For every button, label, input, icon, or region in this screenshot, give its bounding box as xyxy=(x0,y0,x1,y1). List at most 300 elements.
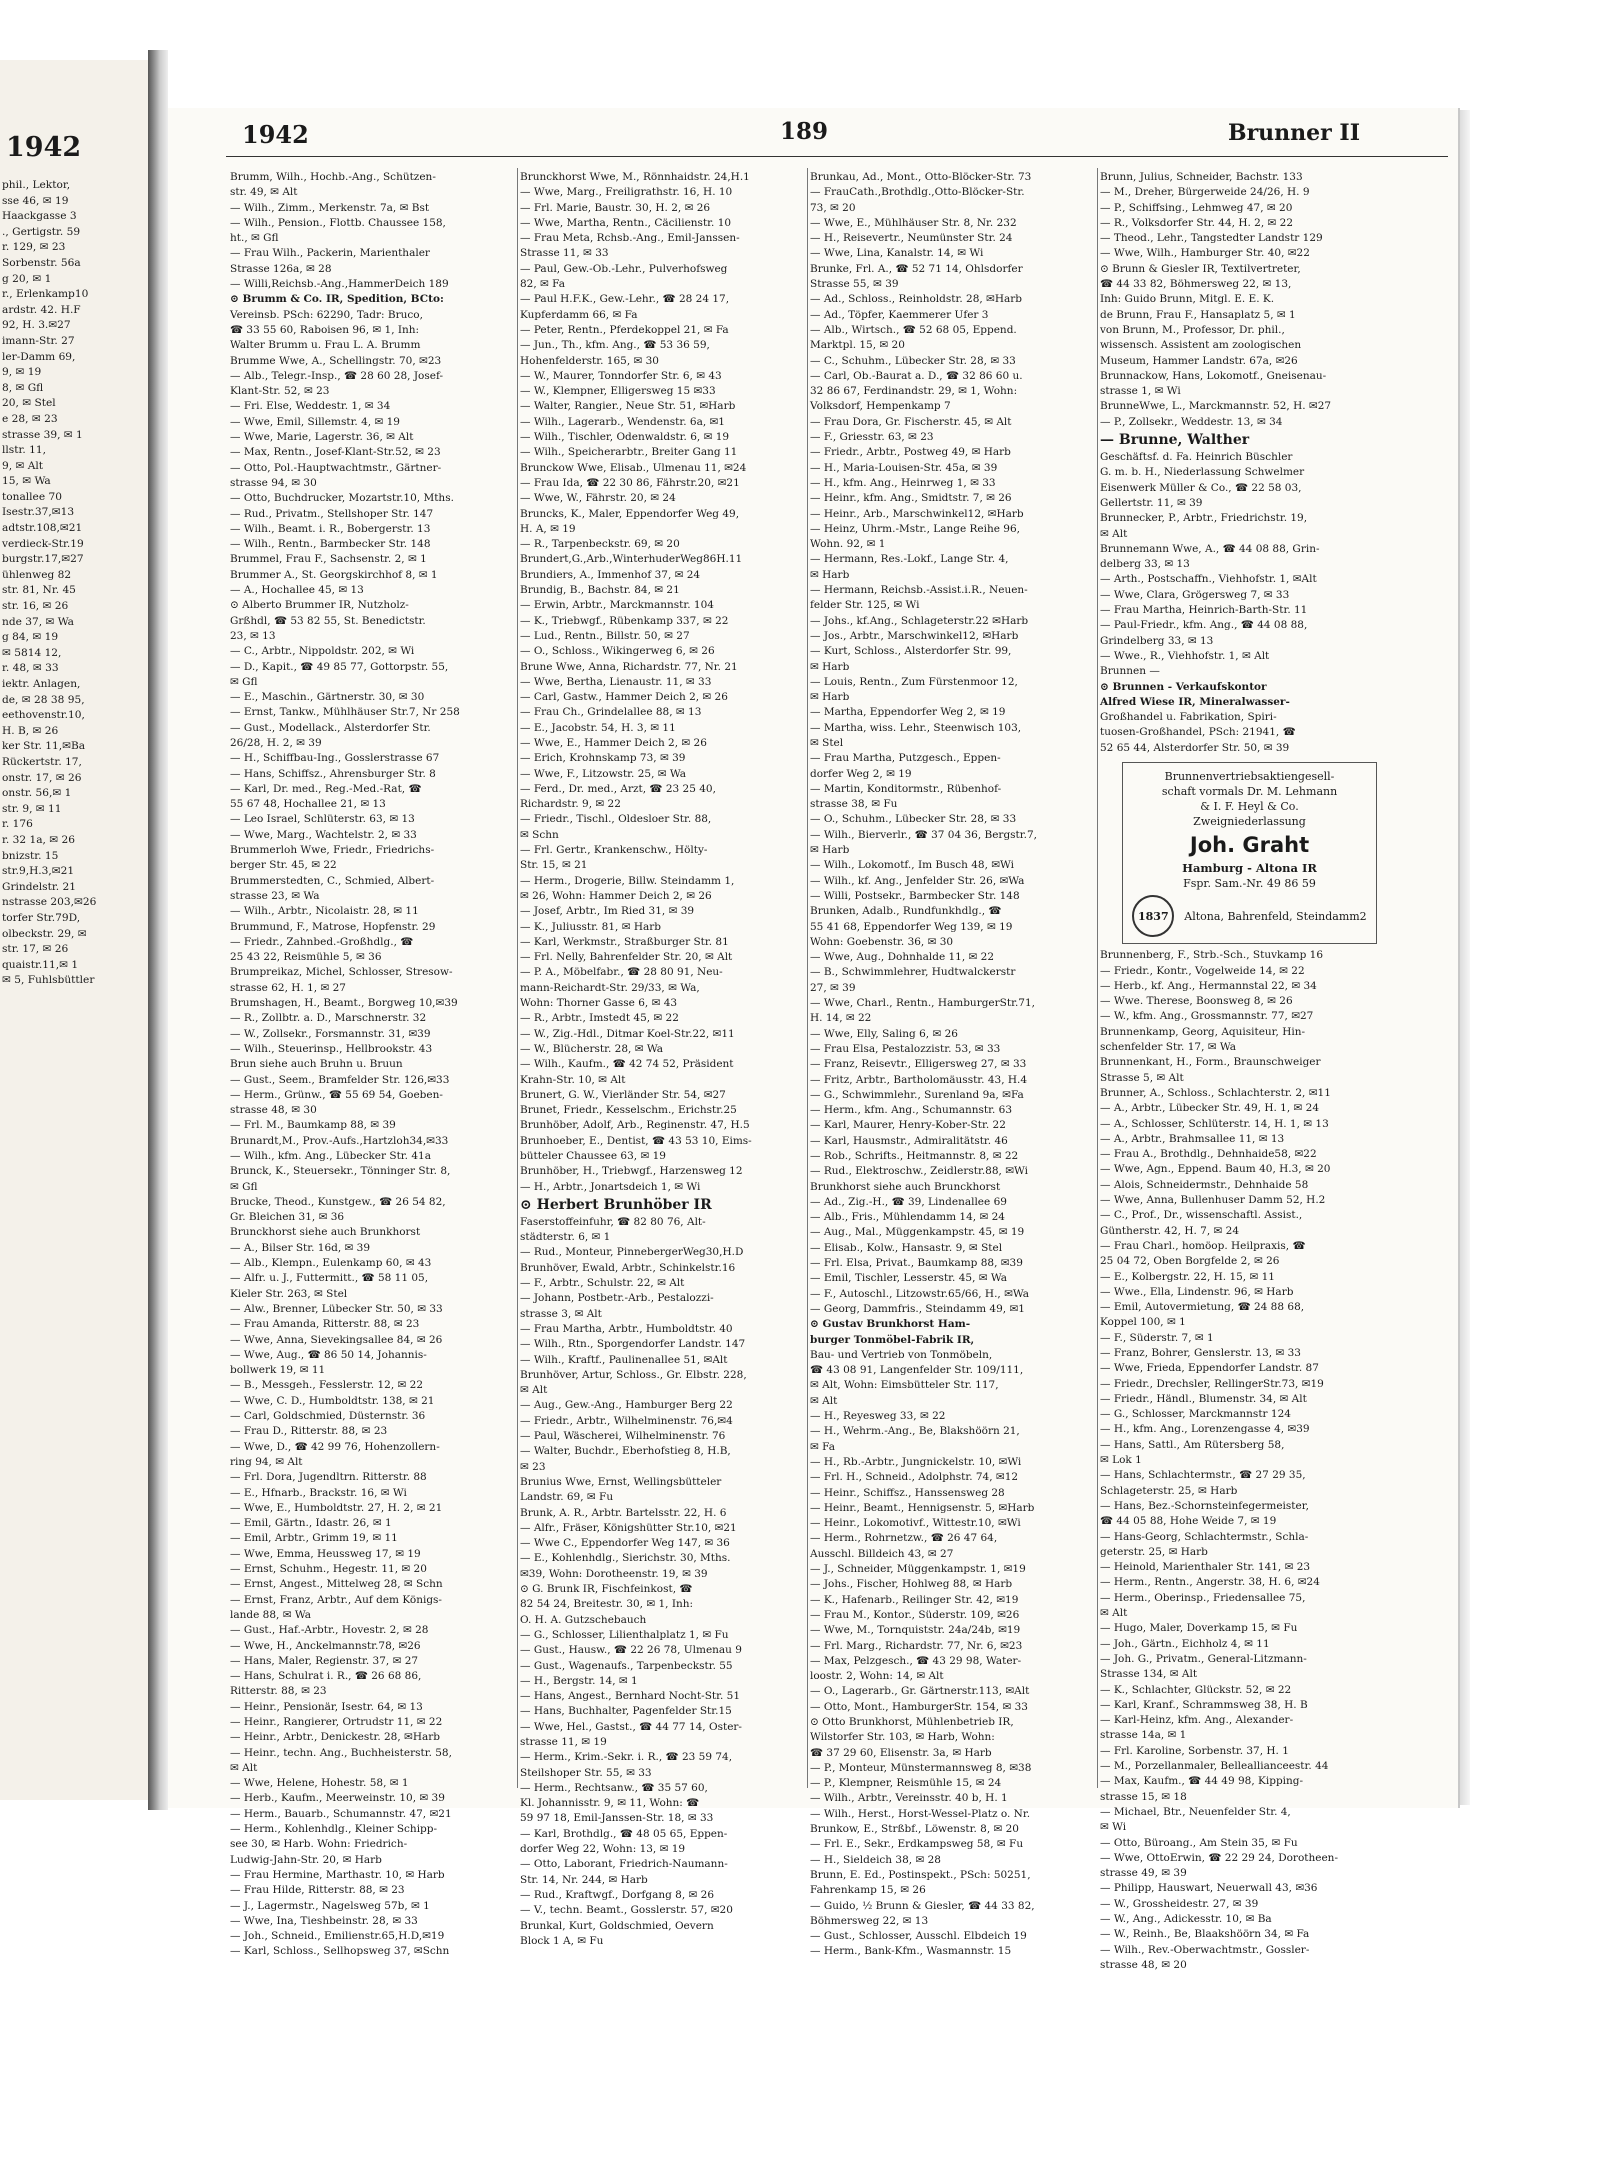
directory-entry: — Herm., Bank-Kfm., Wasmannstr. 15 xyxy=(810,1945,1012,1958)
directory-entry: str. 49, ✉ Alt xyxy=(230,186,298,199)
directory-entry: — Wilh., Lokomotf., Im Busch 48, ✉Wi xyxy=(810,859,1015,872)
directory-entry: — Emil, Autovermietung, ☎ 24 88 68, xyxy=(1100,1301,1305,1314)
directory-entry: — Frau D., Ritterstr. 88, ✉ 23 xyxy=(230,1425,388,1438)
left-page-fragment xyxy=(0,60,148,1800)
directory-entry: — Wwe, Elly, Saling 6, ✉ 26 xyxy=(810,1027,958,1040)
fragment-line: 9, ✉ Alt xyxy=(2,459,44,472)
fragment-line: str.9,H.3,✉21 xyxy=(2,865,75,878)
directory-entry: — Wwe, Aug., Dohnhalde 11, ✉ 22 xyxy=(810,951,995,964)
directory-entry: — R., Arbtr., Imstedt 45, ✉ 22 xyxy=(520,1012,679,1025)
directory-entry: — P., Klempner, Reismühle 15, ✉ 24 xyxy=(810,1777,1002,1790)
directory-entry: — Wilh., kf. Ang., Jenfelder Str. 26, ✉Wa xyxy=(810,874,1025,887)
directory-entry: — Otto, Buchdrucker, Mozartstr.10, Mths. xyxy=(230,492,454,505)
ad-line: Brunnenvertriebsaktiengesell- xyxy=(1164,769,1335,783)
directory-entry: BrunneWwe, L., Marckmannstr. 52, H. ✉27 xyxy=(1100,400,1332,413)
directory-entry: Strasse 126a, ✉ 28 xyxy=(230,262,332,275)
directory-entry: — J., Schneider, Müggenkampstr. 1, ✉19 xyxy=(810,1563,1026,1576)
directory-entry: — Jos., Arbtr., Marschwinkel12, ✉Harb xyxy=(810,629,1019,642)
directory-entry: geterstr. 25, ✉ Harb xyxy=(1100,1545,1208,1558)
directory-entry: — W., kfm. Ang., Grossmannstr. 77, ✉27 xyxy=(1100,1010,1314,1023)
directory-entry: — Friedr., Tischl., Oldesloer Str. 88, xyxy=(520,813,712,826)
directory-entry: H. 14, ✉ 22 xyxy=(810,1012,872,1025)
directory-entry: mann-Reichardt-Str. 29/33, ✉ Wa, xyxy=(520,981,700,994)
directory-entry: — Wwe, Marg., Wachtelstr. 2, ✉ 33 xyxy=(230,828,417,841)
directory-entry: Brunn, Julius, Schneider, Bachstr. 133 xyxy=(1100,171,1303,183)
directory-entry: — Ad., Zig.-H., ☎ 39, Lindenallee 69 xyxy=(810,1195,1007,1208)
fragment-line: Isestr.37,✉13 xyxy=(2,506,75,519)
directory-entry: — Wwe, OttoErwin, ☎ 22 29 24, Dorotheen- xyxy=(1100,1851,1338,1864)
directory-entry: — Friedr., Zahnbed.-Großhdlg., ☎ xyxy=(230,935,414,948)
directory-entry: 52 65 44, Alsterdorfer Str. 50, ✉ 39 xyxy=(1100,741,1290,754)
directory-entry: — P. A., Möbelfabr., ☎ 28 80 91, Neu- xyxy=(520,966,723,979)
advertisement-box xyxy=(1122,762,1377,944)
directory-entry: — E., Hfnarb., Brackstr. 16, ✉ Wi xyxy=(230,1486,407,1499)
directory-entry: — Peter, Rentn., Pferdekoppel 21, ✉ Fa xyxy=(520,323,729,336)
directory-entry: — Herb., Kaufm., Meerweinstr. 10, ✉ 39 xyxy=(230,1792,445,1805)
directory-entry: — B., Messgeh., Fesslerstr. 12, ✉ 22 xyxy=(230,1379,423,1392)
directory-entry: Fahrenkamp 15, ✉ 26 xyxy=(810,1884,926,1897)
directory-entry: — Frl. H., Schneid., Adolphstr. 74, ✉12 xyxy=(810,1471,1019,1484)
directory-entry: 82 54 24, Breitestr. 30, ✉ 1, Inh: xyxy=(520,1598,694,1611)
directory-entry: Ludwig-Jahn-Str. 20, ✉ Harb xyxy=(230,1853,382,1866)
directory-entry: Brucke, Theod., Kunstgew., ☎ 26 54 82, xyxy=(230,1195,446,1208)
fragment-line: Sorbenstr. 56a xyxy=(2,256,81,269)
directory-entry: — Wwe, D., ☎ 42 99 76, Hohenzollern- xyxy=(230,1440,440,1453)
directory-entry: Böhmersweg 22, ✉ 13 xyxy=(810,1914,929,1927)
directory-entry: — Josef, Arbtr., Im Ried 31, ✉ 39 xyxy=(520,905,695,918)
directory-entry: ht., ✉ Gfl xyxy=(230,232,279,245)
fragment-line: verdieck-Str.19 xyxy=(2,537,84,550)
directory-entry: — Wilh., Zimm., Merkenstr. 7a, ✉ Bst xyxy=(230,201,430,214)
fragment-line: de, ✉ 28 38 95, xyxy=(2,693,85,706)
directory-entry: — Johs., kf.Ang., Schlageterstr.22 ✉Harb xyxy=(810,614,1029,627)
directory-entry: Brunet, Friedr., Kesselschm., Erichstr.25 xyxy=(520,1104,737,1117)
directory-entry: Brunckhorst Wwe, M., Rönnhaidstr. 24,H.1 xyxy=(520,171,750,183)
directory-entry: de Brunn, Frau F., Hansaplatz 5, ✉ 1 xyxy=(1100,308,1296,321)
directory-entry: — Georg, Dammfris., Steindamm 49, ✉1 xyxy=(810,1302,1025,1315)
directory-entry: — Frau Martha, Heinrich-Barth-Str. 11 xyxy=(1100,604,1308,617)
fragment-line: r. 32 1a, ✉ 26 xyxy=(2,833,75,846)
directory-entry: — Rud., Monteur, PinnebergerWeg30,H.D xyxy=(520,1246,744,1259)
directory-entry: — Otto, Mont., HamburgerStr. 154, ✉ 33 xyxy=(810,1700,1028,1713)
directory-entry: — Herm., Rentn., Angerstr. 38, H. 6, ✉24 xyxy=(1100,1576,1320,1589)
directory-entry: — Wilh., Kraftf., Paulinenallee 51, ✉Alt xyxy=(520,1353,728,1366)
directory-entry: — R., Volksdorfer Str. 44, H. 2, ✉ 22 xyxy=(1100,216,1293,229)
directory-entry: Brunkal, Kurt, Goldschmied, Oevern xyxy=(520,1919,714,1932)
directory-entry: — Wwe, Ina, Tieshbeinstr. 28, ✉ 33 xyxy=(230,1914,418,1927)
directory-entry: — A., Schlosser, Schlüterstr. 14, H. 1, ✉ 13 xyxy=(1100,1117,1329,1130)
directory-entry: — Karl, Maurer, Henry-Kober-Str. 22 xyxy=(810,1119,1006,1132)
directory-entry: — Wwe, Anna, Sievekingsallee 84, ✉ 26 xyxy=(230,1333,443,1346)
directory-entry: — Martha, Eppendorfer Weg 2, ✉ 19 xyxy=(810,706,1006,719)
directory-entry: — M., Dreher, Bürgerweide 24/26, H. 9 xyxy=(1100,186,1310,199)
directory-entry: Brunius Wwe, Ernst, Wellingsbütteler xyxy=(520,1475,722,1488)
directory-entry: ☎ 37 29 60, Elisenstr. 3a, ✉ Harb xyxy=(810,1746,992,1759)
directory-entry: — Wwe, Marie, Lagerstr. 36, ✉ Alt xyxy=(230,431,414,444)
directory-entry: — Paul, Wäscherei, Wilhelminenstr. 76 xyxy=(520,1430,726,1443)
directory-entry: lande 88, ✉ Wa xyxy=(230,1608,311,1621)
directory-entry: — Wilh., Kaufm., ☎ 42 74 52, Präsident xyxy=(520,1058,734,1071)
ad-line: Zweigniederlassung xyxy=(1193,814,1306,828)
directory-entry: Strasse 11, ✉ 33 xyxy=(520,247,609,260)
directory-entry: Brumpreikaz, Michel, Schlosser, Stresow- xyxy=(230,966,453,979)
directory-entry: 23, ✉ 13 xyxy=(230,629,276,642)
directory-entry: — Frau Martha, Putzgesch., Eppen- xyxy=(810,752,1001,765)
directory-entry: — Emil, Arbtr., Grimm 19, ✉ 11 xyxy=(230,1532,398,1545)
directory-entry: Wohn: Thorner Gasse 6, ✉ 43 xyxy=(520,997,678,1010)
directory-entry: ☎ 43 08 91, Langenfelder Str. 109/111, xyxy=(810,1364,1024,1377)
fragment-line: Grindelstr. 21 xyxy=(2,880,76,893)
directory-entry: Faserstoffeinfuhr, ☎ 82 80 76, Alt- xyxy=(520,1215,706,1228)
directory-entry: — Frl. Nelly, Bahrenfelder Str. 20, ✉ Alt xyxy=(520,951,733,964)
directory-entry: bollwerk 19, ✉ 11 xyxy=(230,1364,326,1377)
directory-entry: — Otto, Pol.-Hauptwachtmstr., Gärtner- xyxy=(230,461,442,474)
directory-entry: — Gust., Schlosser, Ausschl. Elbdeich 19 xyxy=(810,1930,1027,1943)
directory-entry: ✉ Alt xyxy=(520,1384,548,1397)
fragment-line: ., Gertigstr. 59 xyxy=(2,225,81,238)
directory-entry: — Wwe C., Eppendorfer Weg 147, ✉ 36 xyxy=(520,1537,730,1550)
directory-entry: — Otto, Büroang., Am Stein 35, ✉ Fu xyxy=(1100,1836,1298,1849)
directory-entry: — Wwe, Bertha, Lienaustr. 11, ✉ 33 xyxy=(520,675,712,688)
directory-entry: Brunnemann Wwe, A., ☎ 44 08 88, Grin- xyxy=(1100,542,1320,555)
directory-entry: — Lud., Rentn., Billstr. 50, ✉ 27 xyxy=(520,629,690,642)
directory-entry: dorfer Weg 22, Wohn: 13, ✉ 19 xyxy=(520,1843,686,1856)
directory-entry: — Max, Kaufm., ☎ 44 49 98, Kipping- xyxy=(1100,1775,1304,1788)
directory-entry: Brunckhorst siehe auch Brunkhorst xyxy=(230,1226,421,1239)
fragment-line: olbeckstr. 29, ✉ xyxy=(2,927,87,940)
directory-entry: — Frau Wilh., Packerin, Marienthaler xyxy=(230,247,430,260)
fragment-line: r. 176 xyxy=(2,818,33,831)
directory-entry: — Frl. M., Baumkamp 88, ✉ 39 xyxy=(230,1119,396,1132)
fragment-line: Rückertstr. 17, xyxy=(2,755,82,768)
directory-entry: see 30, ✉ Harb. Wohn: Friedrich- xyxy=(230,1838,408,1851)
directory-entry: Brummerstedten, C., Schmied, Albert- xyxy=(230,874,435,887)
directory-entry: strasse 15, ✉ 18 xyxy=(1100,1790,1187,1803)
directory-entry: — J., Lagermstr., Nagelsweg 57b, ✉ 1 xyxy=(230,1899,430,1912)
directory-entry: Brunnenberg, F., Strb.-Sch., Stuvkamp 16 xyxy=(1100,949,1324,962)
directory-entry: — Wilh., Rtn., Sporgendorfer Landstr. 147 xyxy=(520,1338,746,1351)
directory-entry: ⊙ Brumm & Co. IR, Spedition, BCto: xyxy=(230,293,444,306)
ad-company-name: Joh. Graht xyxy=(1189,832,1310,857)
directory-entry: — Frl. Dora, Jugendltrn. Ritterstr. 88 xyxy=(230,1471,427,1484)
fragment-line: ler-Damm 69, xyxy=(2,350,76,363)
directory-entry: — Guido, ½ Brunn & Giesler, ☎ 44 33 82, xyxy=(810,1899,1035,1912)
directory-entry: ✉ Fa xyxy=(810,1440,835,1453)
directory-entry: Großhandel u. Fabrikation, Spiri- xyxy=(1100,711,1277,724)
directory-entry: — Friedr., Arbtr., Postweg 49, ✉ Harb xyxy=(810,446,1011,459)
directory-entry: ✉ Lok 1 xyxy=(1100,1454,1142,1467)
directory-entry: strasse 49, ✉ 39 xyxy=(1100,1867,1187,1880)
directory-entry: Ausschl. Billdeich 43, ✉ 27 xyxy=(810,1547,954,1560)
directory-entry: — A., Bilser Str. 16d, ✉ 39 xyxy=(230,1241,371,1254)
directory-entry: Hohenfelderstr. 165, ✉ 30 xyxy=(520,354,659,367)
column-2 xyxy=(520,170,801,1947)
directory-entry: 59 97 18, Emil-Janssen-Str. 18, ✉ 33 xyxy=(520,1812,714,1825)
directory-entry: — Ad., Schloss., Reinholdstr. 28, ✉Harb xyxy=(810,293,1023,306)
directory-entry: — Wwe, F., Litzowstr. 25, ✉ Wa xyxy=(520,767,687,780)
directory-entry: Marktpl. 15, ✉ 20 xyxy=(810,339,905,352)
directory-entry: — Johann, Postbetr.-Arb., Pestalozzi- xyxy=(520,1292,714,1305)
directory-entry: — A., Arbtr., Brahmsallee 11, ✉ 13 xyxy=(1100,1132,1285,1145)
directory-entry: — Alois, Schneidermstr., Dehnhaide 58 xyxy=(1100,1178,1309,1191)
directory-entry: Brunnecker, P., Arbtr., Friedrichstr. 19, xyxy=(1100,512,1308,525)
directory-entry: — B., Schwimmlehrer, Hudtwalckerstr xyxy=(810,966,1016,979)
directory-entry: — Franz, Reisevtr., Elligersweg 27, ✉ 33 xyxy=(810,1058,1027,1071)
directory-entry: — Wwe., R., Viehhofstr. 1, ✉ Alt xyxy=(1100,649,1270,662)
directory-entry: — Frau Ch., Grindelallee 88, ✉ 13 xyxy=(520,706,702,719)
directory-entry: — Frl. Karoline, Sorbenstr. 37, H. 1 xyxy=(1100,1744,1289,1757)
directory-entry: — Wwe, Emil, Sillemstr. 4, ✉ 19 xyxy=(230,415,400,428)
directory-entry: — W., Zig.-Hdl., Ditmar Koel-Str.22, ✉11 xyxy=(520,1027,735,1040)
directory-entry: Brunnenkamp, Georg, Aquisiteur, Hin- xyxy=(1100,1025,1306,1038)
directory-entry: O. H. A. Gutzschebauch xyxy=(520,1613,647,1626)
directory-entry: Brunk, A. R., Arbtr. Bartelsstr. 22, H. 6 xyxy=(520,1506,727,1519)
directory-entry: — Hans, Angest., Bernhard Nocht-Str. 51 xyxy=(520,1690,741,1703)
directory-entry: — Erich, Krohnskamp 73, ✉ 39 xyxy=(520,752,686,765)
directory-entry: — P., Zollsekr., Weddestr. 13, ✉ 34 xyxy=(1100,415,1283,428)
directory-entry: — Wwe, Charl., Rentn., HamburgerStr.71, xyxy=(810,997,1035,1010)
directory-entry: — Wwe, E., Humboldtstr. 27, H. 2, ✉ 21 xyxy=(230,1501,443,1514)
directory-entry: — H., Reyesweg 33, ✉ 22 xyxy=(810,1410,946,1423)
directory-entry: — Wilh., kfm. Ang., Lübecker Str. 41a xyxy=(230,1150,431,1162)
directory-entry: — Franz, Bohrer, Genslerstr. 13, ✉ 33 xyxy=(1100,1347,1301,1359)
directory-entry: — Frau Meta, Rchsb.-Ang., Emil-Janssen- xyxy=(520,232,740,245)
directory-entry: — Frau M., Kontor., Süderstr. 109, ✉26 xyxy=(810,1608,1020,1621)
directory-entry: — Hans, Bez.-Schornsteinfegermeister, xyxy=(1100,1499,1309,1512)
directory-entry: Grßhdl, ☎ 53 82 55, St. Benedictstr. xyxy=(230,614,426,627)
fragment-line: ✉ 5, Fuhlsbüttler xyxy=(2,974,95,987)
directory-entry: — Brunne, Walther xyxy=(1100,432,1250,449)
column-1 xyxy=(230,170,511,1958)
column-divider xyxy=(517,168,518,1788)
directory-entry: 26/28, H. 2, ✉ 39 xyxy=(230,736,322,749)
directory-entry: — Arth., Postschaffn., Viehhofstr. 1, ✉Alt xyxy=(1100,573,1317,586)
directory-entry: ⊙ G. Brunk IR, Fischfeinkost, ☎ xyxy=(520,1583,693,1596)
directory-entry: — Wwe. Therese, Boonsweg 8, ✉ 26 xyxy=(1100,995,1293,1008)
directory-entry: — Herm., Grünw., ☎ 55 69 54, Goeben- xyxy=(230,1088,443,1101)
directory-entry: — Wilh., Rev.-Oberwachtmstr., Gossler- xyxy=(1100,1943,1310,1956)
directory-entry: Brundiers, A., Immenhof 37, ✉ 24 xyxy=(520,568,701,581)
directory-entry: — D., Kapit., ☎ 49 85 77, Gottorpstr. 55, xyxy=(230,660,449,673)
directory-entry: 73, ✉ 20 xyxy=(810,201,856,214)
directory-entry: — W., Klempner, Elligersweg 15 ✉33 xyxy=(520,385,716,398)
directory-entry: — Ernst, Tankw., Mühlhäuser Str.7, Nr 258 xyxy=(230,706,460,719)
directory-entry: bütteler Chaussee 63, ✉ 19 xyxy=(520,1150,666,1162)
directory-entry: — G., Schwimmlehr., Surenland 9a, ✉Fa xyxy=(810,1088,1024,1101)
directory-entry: — C., Schuhm., Lübecker Str. 28, ✉ 33 xyxy=(810,354,1016,367)
directory-entry: Museum, Hammer Landstr. 67a, ✉26 xyxy=(1100,354,1298,367)
directory-entry: ✉39, Wohn: Dorotheenstr. 19, ✉ 39 xyxy=(520,1567,708,1580)
directory-entry: Brunhöber, Adolf, Arb., Reginenstr. 47, H.5 xyxy=(520,1119,750,1132)
directory-entry: Güntherstr. 42, H. 7, ✉ 24 xyxy=(1100,1224,1239,1237)
directory-entry: — Rob., Schrifts., Heitmannstr. 8, ✉ 22 xyxy=(810,1150,1019,1162)
directory-entry: Brunkow, E., Strßbf., Löwenstr. 8, ✉ 20 xyxy=(810,1823,1019,1836)
directory-entry: — Rud., Privatm., Stellshoper Str. 147 xyxy=(230,507,434,520)
directory-entry: Brummer A., St. Georgskirchhof 8, ✉ 1 xyxy=(230,568,438,581)
fragment-line: bnizstr. 15 xyxy=(2,849,59,862)
directory-entry: — Heinr., kfm. Ang., Smidtstr. 7, ✉ 26 xyxy=(810,492,1012,505)
directory-entry: — Wwe., Ella, Lindenstr. 96, ✉ Harb xyxy=(1100,1285,1294,1298)
column-4 xyxy=(1100,170,1381,1971)
ad-city: Hamburg - Altona IR xyxy=(1182,860,1317,875)
directory-entry: — Wwe, Martha, Rentn., Cäcilienstr. 10 xyxy=(520,216,732,229)
directory-entry: ✉ 23 xyxy=(520,1460,546,1473)
fragment-line: 8, ✉ Gfl xyxy=(2,381,44,394)
directory-entry: — Elisab., Kolw., Hansastr. 9, ✉ Stel xyxy=(810,1241,1003,1254)
directory-entry: — Friedr., Händl., Blumenstr. 34, ✉ Alt xyxy=(1100,1392,1307,1405)
directory-entry: 32 86 67, Ferdinandstr. 29, ✉ 1, Wohn: xyxy=(810,385,1018,398)
directory-entry: — Fritz, Arbtr., Bartholomäusstr. 43, H.4 xyxy=(810,1073,1028,1086)
directory-entry: — Alfr., Fräser, Königshütter Str.10, ✉21 xyxy=(520,1521,737,1534)
directory-entry: — Karl, Brothdlg., ☎ 48 05 65, Eppen- xyxy=(520,1827,728,1840)
directory-entry: Brummel, Frau F., Sachsenstr. 2, ✉ 1 xyxy=(230,553,427,566)
directory-entry: — F., Arbtr., Schulstr. 22, ✉ Alt xyxy=(520,1277,685,1290)
header-name-range: Brunner II xyxy=(1228,120,1360,146)
directory-entry: — Alb., Telegr.-Insp., ☎ 28 60 28, Josef- xyxy=(230,369,444,382)
directory-entry: — Rud., Elektroschw., Zeidlerstr.88, ✉Wi xyxy=(810,1165,1028,1178)
directory-entry: — Joh. G., Privatm., General-Litzmann- xyxy=(1100,1652,1307,1665)
directory-entry: — Frl. Marg., Richardstr. 77, Nr. 6, ✉23 xyxy=(810,1639,1023,1652)
directory-entry: — Heinr., Arb., Marschwinkel12, ✉Harb xyxy=(810,507,1024,520)
directory-entry: — Frl. E., Sekr., Erdkampsweg 58, ✉ Fu xyxy=(810,1838,1024,1851)
directory-entry: 25 43 22, Reismühle 5, ✉ 36 xyxy=(230,951,382,964)
directory-entry: tuosen-Großhandel, PSch: 21941, ☎ xyxy=(1100,726,1296,739)
directory-entry: Brunckow Wwe, Elisab., Ulmenau 11, ✉24 xyxy=(520,461,747,474)
directory-entry: ✉ Harb xyxy=(810,660,850,673)
directory-entry: — Wwe, Emma, Heussweg 17, ✉ 19 xyxy=(230,1547,421,1560)
directory-entry: — Frau A., Brothdlg., Dehnhaide58, ✉22 xyxy=(1100,1148,1317,1161)
directory-entry: städterstr. 6, ✉ 1 xyxy=(520,1231,611,1244)
directory-entry: — H., kfm. Ang., Lorenzengasse 4, ✉39 xyxy=(1100,1423,1310,1436)
directory-entry: Brunnen — xyxy=(1100,665,1160,678)
directory-entry: — Friedr., Arbtr., Wilhelminenstr. 76,✉4 xyxy=(520,1414,733,1427)
directory-entry: felder Str. 125, ✉ Wi xyxy=(810,599,920,612)
directory-entry: — Alb., Klempn., Eulenkamp 60, ✉ 43 xyxy=(230,1257,432,1270)
directory-entry: strasse 94, ✉ 30 xyxy=(230,476,317,489)
fragment-line: ühlenweg 82 xyxy=(2,568,72,581)
directory-entry: — F., Griesstr. 63, ✉ 23 xyxy=(810,431,934,444)
fragment-line: H. B, ✉ 26 xyxy=(2,724,59,737)
directory-entry: Bau- und Vertrieb von Tonmöbeln, xyxy=(810,1348,993,1361)
directory-entry: — W., Ang., Adickesstr. 10, ✉ Ba xyxy=(1100,1912,1272,1925)
directory-entry: — Kurt, Schloss., Alsterdorfer Str. 99, xyxy=(810,645,1012,658)
ad-address: Altona, Bahrenfeld, Steindamm2 xyxy=(1184,909,1367,923)
directory-entry: — Herm., Krim.-Sekr. i. R., ☎ 23 59 74, xyxy=(520,1751,733,1764)
directory-entry: 82, ✉ Fa xyxy=(520,278,566,291)
directory-entry: — Emil, Gärtn., Idastr. 26, ✉ 1 xyxy=(230,1517,392,1530)
directory-entry: burger Tonmöbel-Fabrik IR, xyxy=(810,1333,975,1346)
directory-entry: — A., Arbtr., Lübecker Str. 49, H. 1, ✉ 24 xyxy=(1100,1102,1320,1115)
directory-entry: — Herm., Drogerie, Billw. Steindamm 1, xyxy=(520,874,735,887)
directory-entry: Landstr. 69, ✉ Fu xyxy=(520,1491,614,1504)
fragment-line: 20, ✉ Stel xyxy=(2,397,56,410)
directory-entry: Brunke, Frl. A., ☎ 52 71 14, Ohlsdorfer xyxy=(810,262,1023,275)
directory-entry: — Herm., Rechtsanw., ☎ 35 57 60, xyxy=(520,1781,708,1794)
fragment-line: str. 81, Nr. 45 xyxy=(2,584,76,597)
directory-entry: delberg 33, ✉ 13 xyxy=(1100,558,1190,571)
directory-entry: — Aug., Mal., Müggenkampstr. 45, ✉ 19 xyxy=(810,1226,1025,1239)
column-divider xyxy=(1097,168,1098,1788)
directory-entry: — Otto, Laborant, Friedrich-Naumann- xyxy=(520,1858,728,1871)
directory-entry: — Joh., Schneid., Emilienstr.65,H.D,✉19 xyxy=(230,1930,445,1943)
directory-entry: — P., Schiffsing., Lehmweg 47, ✉ 20 xyxy=(1100,201,1293,214)
directory-entry: Brumm, Wilh., Hochb.-Ang., Schützen- xyxy=(230,171,436,183)
directory-entry: ⊙ Gustav Brunkhorst Ham- xyxy=(810,1318,971,1331)
header-rule xyxy=(226,156,1448,157)
directory-entry: — Herm., Kohlenhdlg., Kleiner Schipp- xyxy=(230,1823,438,1836)
directory-entry: — Wilh., Arbtr., Nicolaistr. 28, ✉ 11 xyxy=(230,905,419,918)
directory-entry: Klant-Str. 52, ✉ 23 xyxy=(230,385,330,398)
directory-entry: Strasse 55, ✉ 39 xyxy=(810,278,899,291)
directory-entry: — O., Schuhm., Lübecker Str. 28, ✉ 33 xyxy=(810,813,1017,826)
directory-entry: Brunhoeber, E., Dentist, ☎ 43 53 10, Eims- xyxy=(520,1134,752,1147)
directory-entry: — Frau Amanda, Ritterstr. 88, ✉ 23 xyxy=(230,1318,420,1331)
directory-entry: Koppel 100, ✉ 1 xyxy=(1100,1316,1186,1329)
directory-entry: — Ernst, Angest., Mittelweg 28, ✉ Schn xyxy=(230,1578,443,1591)
directory-entry: — W., Reinh., Be, Blaakshöörn 34, ✉ Fa xyxy=(1100,1928,1310,1941)
directory-entry: — Aug., Gew.-Ang., Hamburger Berg 22 xyxy=(520,1399,733,1412)
directory-entry: — Wilh., Arbtr., Vereinsstr. 40 b, H. 1 xyxy=(810,1792,1008,1805)
directory-entry: — W., Grossheidestr. 27, ✉ 39 xyxy=(1100,1897,1259,1910)
directory-entry: Steilshoper Str. 55, ✉ 33 xyxy=(520,1766,652,1779)
directory-entry: — C., Prof., Dr., wissenschaftl. Assist., xyxy=(1100,1209,1303,1222)
directory-entry: — Wwe, Hel., Gastst., ☎ 44 77 14, Oster- xyxy=(520,1720,742,1733)
fragment-line: nde 37, ✉ Wa xyxy=(2,615,74,628)
directory-entry: — Karl, Schloss., Sellhopsweg 37, ✉Schn xyxy=(230,1945,450,1958)
directory-entry: Brummund, F., Matrose, Hopfenstr. 29 xyxy=(230,920,436,933)
directory-entry: — Wilh., Bierverlr., ☎ 37 04 36, Bergstr.7, xyxy=(810,828,1037,841)
directory-entry: berger Str. 45, ✉ 22 xyxy=(230,859,337,872)
directory-entry: — Hans, Schlachtermstr., ☎ 27 29 35, xyxy=(1100,1469,1306,1482)
directory-entry: strasse 11, ✉ 19 xyxy=(520,1735,607,1748)
directory-entry: Block 1 A, ✉ Fu xyxy=(520,1934,604,1947)
fragment-line: e 28, ✉ 23 xyxy=(2,412,58,425)
seal-icon: 1837 xyxy=(1132,895,1174,937)
directory-entry: — Herm., kfm. Ang., Schumannstr. 63 xyxy=(810,1104,1013,1117)
directory-entry: — Wilh., Pension., Flottb. Chaussee 158, xyxy=(230,216,446,229)
directory-entry: — Heinr., Lokomotivf., Wittestr.10, ✉Wi xyxy=(810,1517,1021,1530)
directory-entry: — F., Autoschl., Litzowstr.65/66, H., ✉Wa xyxy=(810,1287,1030,1300)
left-page-text xyxy=(2,178,148,989)
directory-entry: — Hans, Buchhalter, Pagenfelder Str.15 xyxy=(520,1705,732,1718)
directory-entry: loostr. 2, Wohn: 14, ✉ Alt xyxy=(810,1670,944,1683)
directory-entry: 55 41 68, Eppendorfer Weg 139, ✉ 19 xyxy=(810,920,1013,933)
directory-entry: — Theod., Lehr., Tangstedter Landstr 129 xyxy=(1100,232,1323,245)
fragment-line: tonallee 70 xyxy=(2,490,62,503)
directory-entry: ✉ Alt xyxy=(1100,527,1128,540)
directory-entry: — Carl, Ob.-Baurat a. D., ☎ 32 86 60 u. xyxy=(810,369,1023,382)
directory-entry: — Emil, Tischler, Lesserstr. 45, ✉ Wa xyxy=(810,1272,1008,1285)
directory-entry: — G., Schlosser, Lilienthalplatz 1, ✉ Fu xyxy=(520,1628,729,1641)
directory-entry: — Gust., Wagenaufs., Tarpenbeckstr. 55 xyxy=(520,1659,733,1672)
directory-entry: — Karl, Dr. med., Reg.-Med.-Rat, ☎ xyxy=(230,782,422,795)
directory-entry: — Alb., Wirtsch., ☎ 52 68 05, Eppend. xyxy=(810,323,1017,336)
directory-entry: — Heinr., Beamt., Hennigsenstr. 5, ✉Harb xyxy=(810,1501,1035,1514)
directory-entry: ☎ 44 33 82, Böhmersweg 22, ✉ 13, xyxy=(1100,278,1292,291)
directory-entry: ✉ Schn xyxy=(520,828,559,841)
directory-entry: Brumme Wwe, A., Schellingstr. 70, ✉23 xyxy=(230,354,442,367)
directory-entry: — Herb., kf. Ang., Hermannstal 22, ✉ 34 xyxy=(1100,979,1317,992)
directory-entry: — H., Wehrm.-Ang., Be, Blakshöörn 21, xyxy=(810,1425,1020,1438)
directory-entry: ✉ Harb xyxy=(810,691,850,704)
directory-entry: — Alw., Brenner, Lübecker Str. 50, ✉ 33 xyxy=(230,1302,443,1315)
directory-entry: Kieler Str. 263, ✉ Stel xyxy=(230,1287,348,1300)
column-divider xyxy=(807,168,808,1788)
directory-entry: ✉ Harb xyxy=(810,844,850,857)
directory-entry: Kl. Johannisstr. 9, ✉ 11, Wohn: ☎ xyxy=(520,1797,700,1810)
directory-entry: — Wwe, Frieda, Eppendorfer Landstr. 87 xyxy=(1100,1362,1319,1375)
directory-entry: — K., Triebwgf., Rübenkamp 337, ✉ 22 xyxy=(520,614,729,627)
